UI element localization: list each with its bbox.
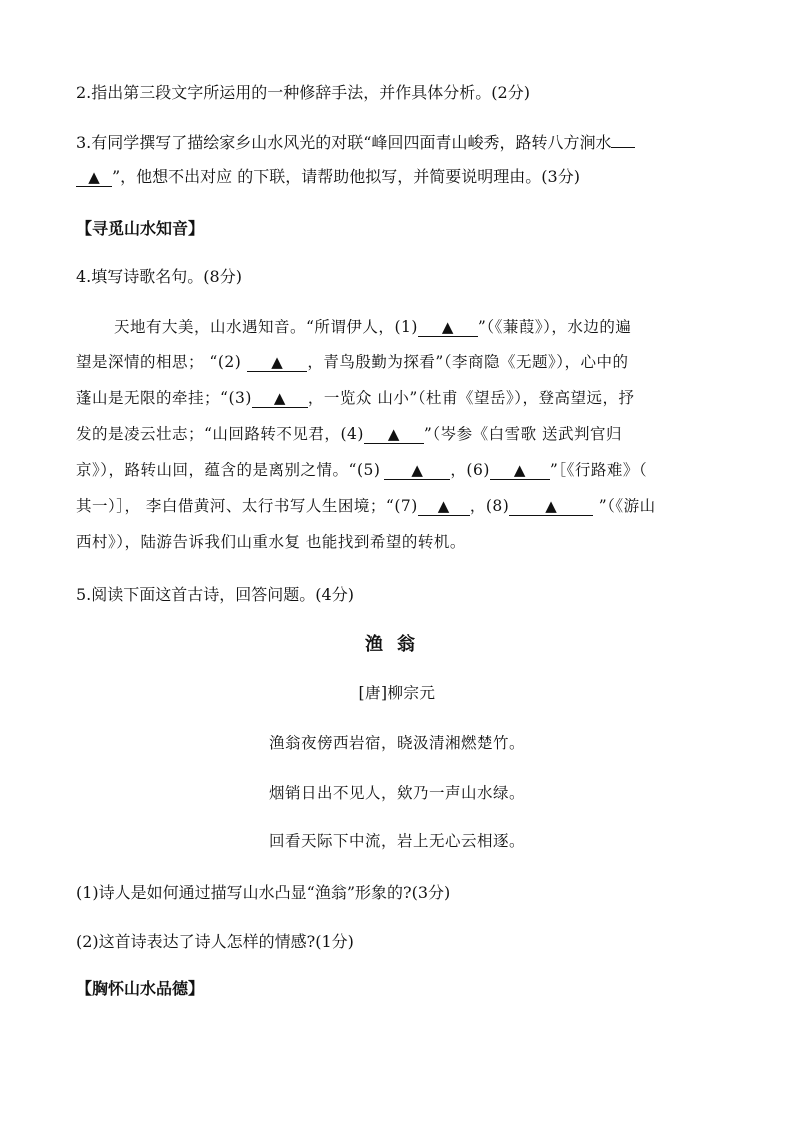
fill-line-3 <box>76 386 635 408</box>
poem-line-2: 烟销日出不见人，欸乃一声山水绿。 <box>268 784 525 802</box>
answer-blank-mark: ▲ <box>76 168 112 187</box>
question-2: 2.指出第三段文字所运用的一种修辞手法，并作具体分析。(2分) <box>76 83 530 102</box>
blank-number: (1) <box>394 318 418 336</box>
fill-text: ”（《蒹葭》），水边的遍 <box>477 318 632 336</box>
section-heading-2: 【胸怀山水品德】 <box>76 979 205 998</box>
blank-number: (3) <box>228 389 252 407</box>
blank-number: (8) <box>485 497 510 515</box>
fill-text: 望是深情的相思； “ <box>76 353 218 371</box>
sub-question-2: (2)这首诗表达了诗人怎样的情感?(1分) <box>76 932 354 951</box>
fill-text: ， <box>469 497 486 515</box>
answer-blank: ▲ <box>418 318 478 337</box>
fill-line-1 <box>114 315 631 337</box>
blank-number: (4) <box>340 425 364 443</box>
answer-blank <box>611 147 635 148</box>
fill-text: ，一览众 山小”（杜甫《望岳》），登高望远，抒 <box>307 389 635 407</box>
blank-number: (5) <box>356 461 381 479</box>
question-5: 5.阅读下面这首古诗，回答问题。(4分) <box>76 585 354 604</box>
fill-text: 京》），路转山回，蕴含的是离别之情。“ <box>76 461 357 479</box>
section-heading-1: 【寻觅山水知音】 <box>76 219 205 238</box>
answer-blank: ▲ <box>490 461 550 480</box>
sub-question-1: (1)诗人是如何通过描写山水凸显“渔翁”形象的?(3分) <box>76 883 451 902</box>
answer-blank: ▲ <box>247 353 307 372</box>
fill-text: ”（《游山 <box>593 497 656 515</box>
answer-blank: ▲ <box>364 425 424 444</box>
fill-line-5 <box>76 458 647 480</box>
question-3-text: 3.有同学撰写了描绘家乡山水风光的对联“峰回四面青山峻秀，路转八方涧水 <box>76 133 612 152</box>
blank-number: (7) <box>394 497 418 515</box>
blank-number: (2) <box>217 353 242 371</box>
poem-line-3: 回看天际下中流，岩上无心云相逐。 <box>268 832 525 850</box>
question-3-line-2 <box>76 164 580 187</box>
fill-text: ，青鸟殷勤为探看”（李商隐《无题》），心中的 <box>307 353 629 371</box>
fill-text: 发的是凌云壮志；“山回路转不见君， <box>76 425 341 443</box>
question-3-text-2: ”，他想不出对应 的下联，请帮助他拟写，并简要说明理由。(3分) <box>112 167 580 186</box>
fill-line-4 <box>76 422 622 444</box>
answer-blank: ▲ <box>509 497 593 516</box>
fill-line-6 <box>76 494 656 516</box>
blank-number: (6) <box>466 461 490 479</box>
fill-line-2 <box>76 350 629 372</box>
fill-text: 其一）］， 李白借黄河、太行书写人生困境；“ <box>76 497 395 515</box>
fill-text: ， <box>450 461 467 479</box>
fill-text: ”［《行路难》（ <box>549 461 648 479</box>
fill-line-7: 西村》），陆游告诉我们山重水复 也能找到希望的转机。 <box>76 533 466 551</box>
question-4: 4.填写诗歌名句。(8分) <box>76 267 242 286</box>
question-3-line-1 <box>76 130 635 153</box>
fill-text: 天地有大美，山水遇知音。“所谓伊人， <box>114 318 395 336</box>
poem-title: 渔翁 <box>365 634 429 655</box>
answer-blank: ▲ <box>384 461 450 480</box>
fill-text: ”（岑参《白雪歌 送武判官归 <box>423 425 623 443</box>
answer-blank: ▲ <box>252 389 308 408</box>
poem-author: [唐]柳宗元 <box>358 684 436 702</box>
poem-line-1: 渔翁夜傍西岩宿，晓汲清湘燃楚竹。 <box>268 734 525 752</box>
answer-blank: ▲ <box>418 497 470 516</box>
fill-text: 蓬山是无限的牵挂；“ <box>76 389 229 407</box>
